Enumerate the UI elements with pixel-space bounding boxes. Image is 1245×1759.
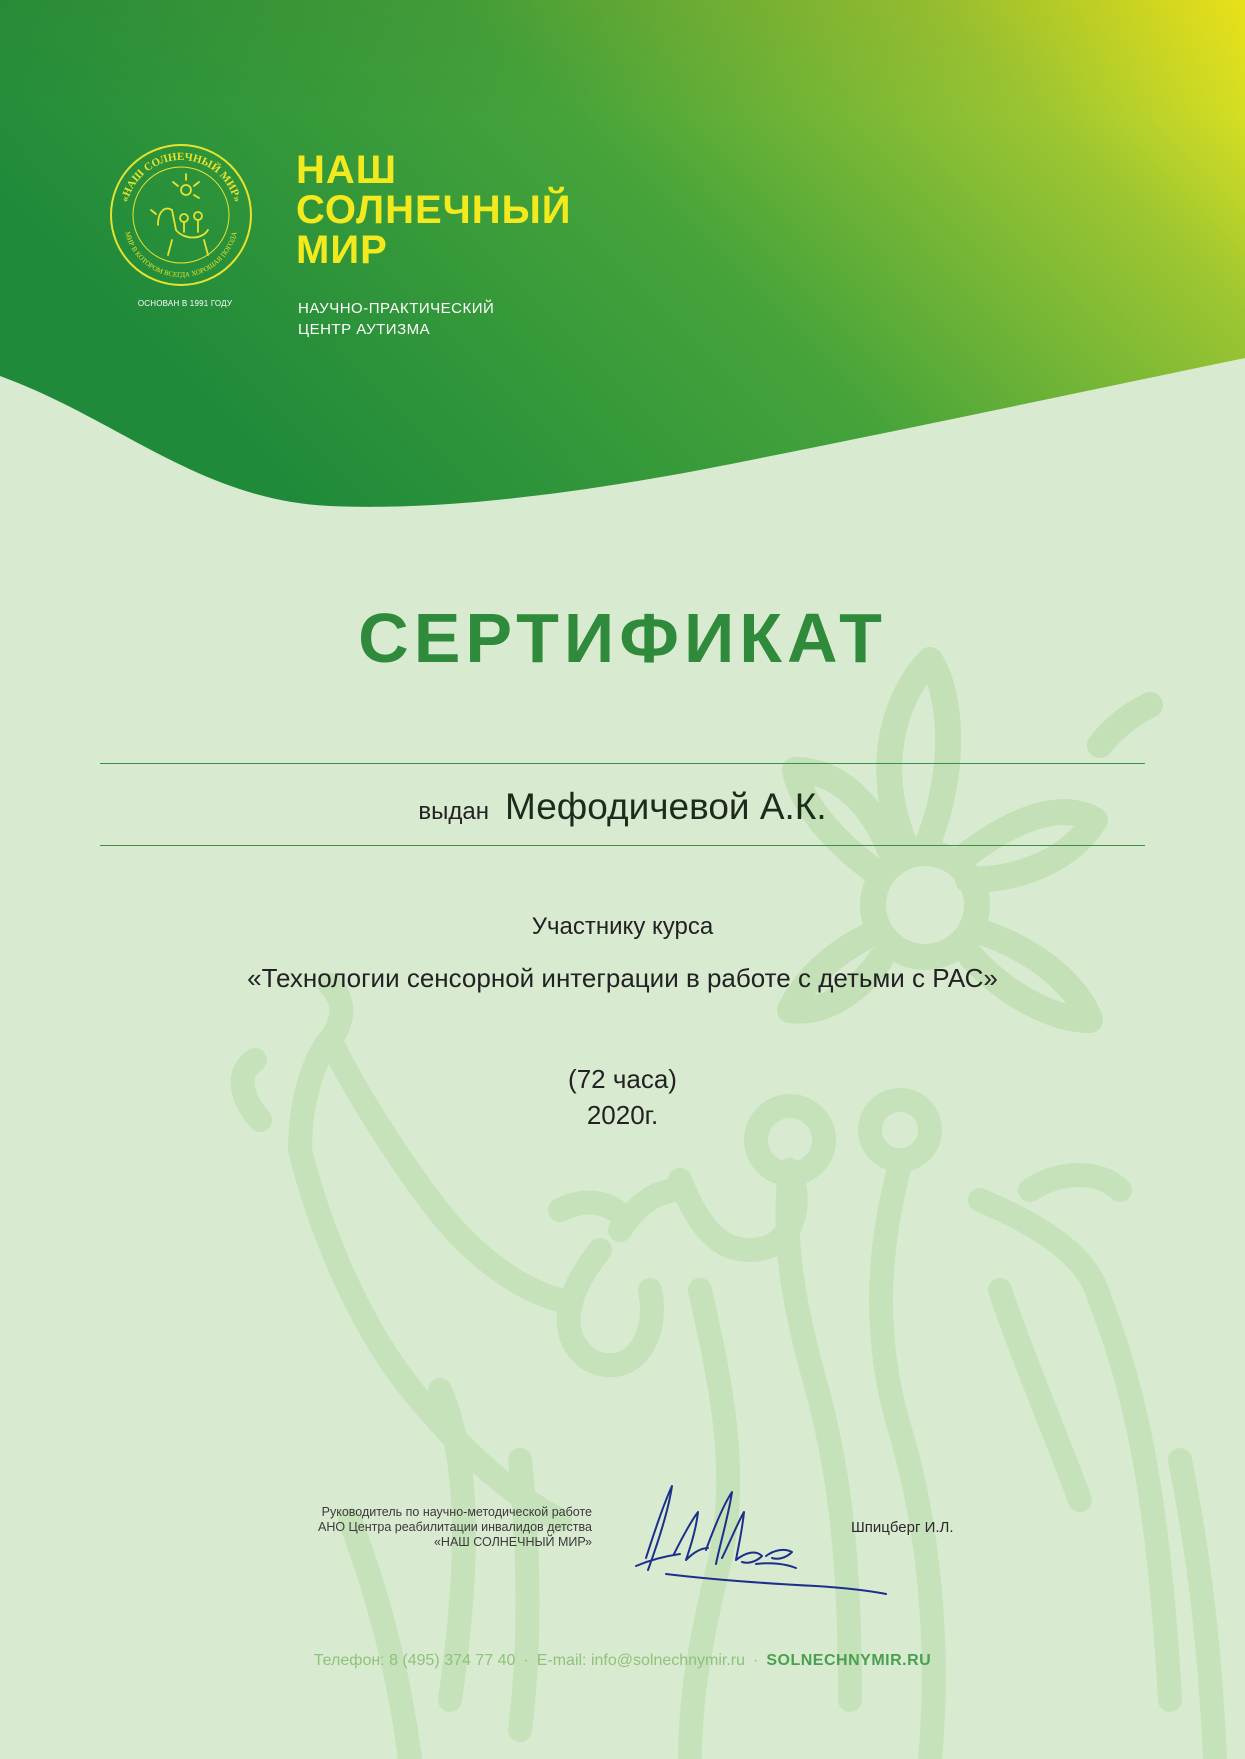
divider-bottom bbox=[100, 845, 1145, 846]
footer bbox=[0, 1652, 1245, 1670]
footer-separator: · bbox=[523, 1652, 529, 1669]
issued-line bbox=[100, 786, 1145, 828]
certificate-title: СЕРТИФИКАТ bbox=[358, 599, 887, 677]
position-line: АНО Центра реабилитации инвалидов детства bbox=[318, 1520, 592, 1534]
brand-subtitle bbox=[298, 298, 598, 340]
divider-top bbox=[100, 763, 1145, 764]
position-line: Руководитель по научно-методической работе bbox=[321, 1505, 592, 1519]
brand-line: СОЛНЕЧНЫЙ bbox=[296, 188, 572, 232]
signer-name: Шпицберг И.Л. bbox=[851, 1519, 954, 1536]
course-hours: (72 часа) bbox=[568, 1064, 677, 1094]
footer-separator: · bbox=[753, 1652, 759, 1669]
footer-phone: Телефон: 8 (495) 374 77 40 bbox=[313, 1652, 516, 1669]
brand-title bbox=[296, 150, 656, 270]
recipient-name: Мефодичевой А.К. bbox=[504, 786, 827, 827]
logo-top-arc: «НАШ СОЛНЕЧНЫЙ МИР» bbox=[118, 150, 244, 204]
participant-label: Участнику курса bbox=[531, 913, 714, 940]
signer-position bbox=[190, 1505, 592, 1550]
issued-prefix: выдан bbox=[418, 798, 489, 825]
course-name: «Технологии сенсорной интеграции в работе с детьми с РАС» bbox=[247, 963, 998, 993]
brand-subtitle-line: ЦЕНТР АУТИЗМА bbox=[298, 321, 431, 338]
logo-founded-text: ОСНОВАН В 1991 ГОДУ bbox=[137, 299, 233, 308]
signature-mark bbox=[606, 1478, 936, 1596]
sun-logo-icon bbox=[106, 140, 256, 290]
course-year: 2020г. bbox=[586, 1100, 659, 1130]
brand-line: МИР bbox=[296, 228, 388, 272]
footer-email[interactable]: E-mail: info@solnechnymir.ru bbox=[536, 1652, 746, 1669]
brand-line: НАШ bbox=[296, 148, 397, 192]
brand-subtitle-line: НАУЧНО-ПРАКТИЧЕСКИЙ bbox=[298, 300, 495, 317]
footer-site-link[interactable]: SOLNECHNYMIR.RU bbox=[766, 1652, 932, 1669]
logo-bottom-arc: МИР В КОТОРОМ ВСЕГДА ХОРОШАЯ ПОГОДА bbox=[123, 230, 239, 280]
position-line: «НАШ СОЛНЕЧНЫЙ МИР» bbox=[433, 1535, 592, 1549]
